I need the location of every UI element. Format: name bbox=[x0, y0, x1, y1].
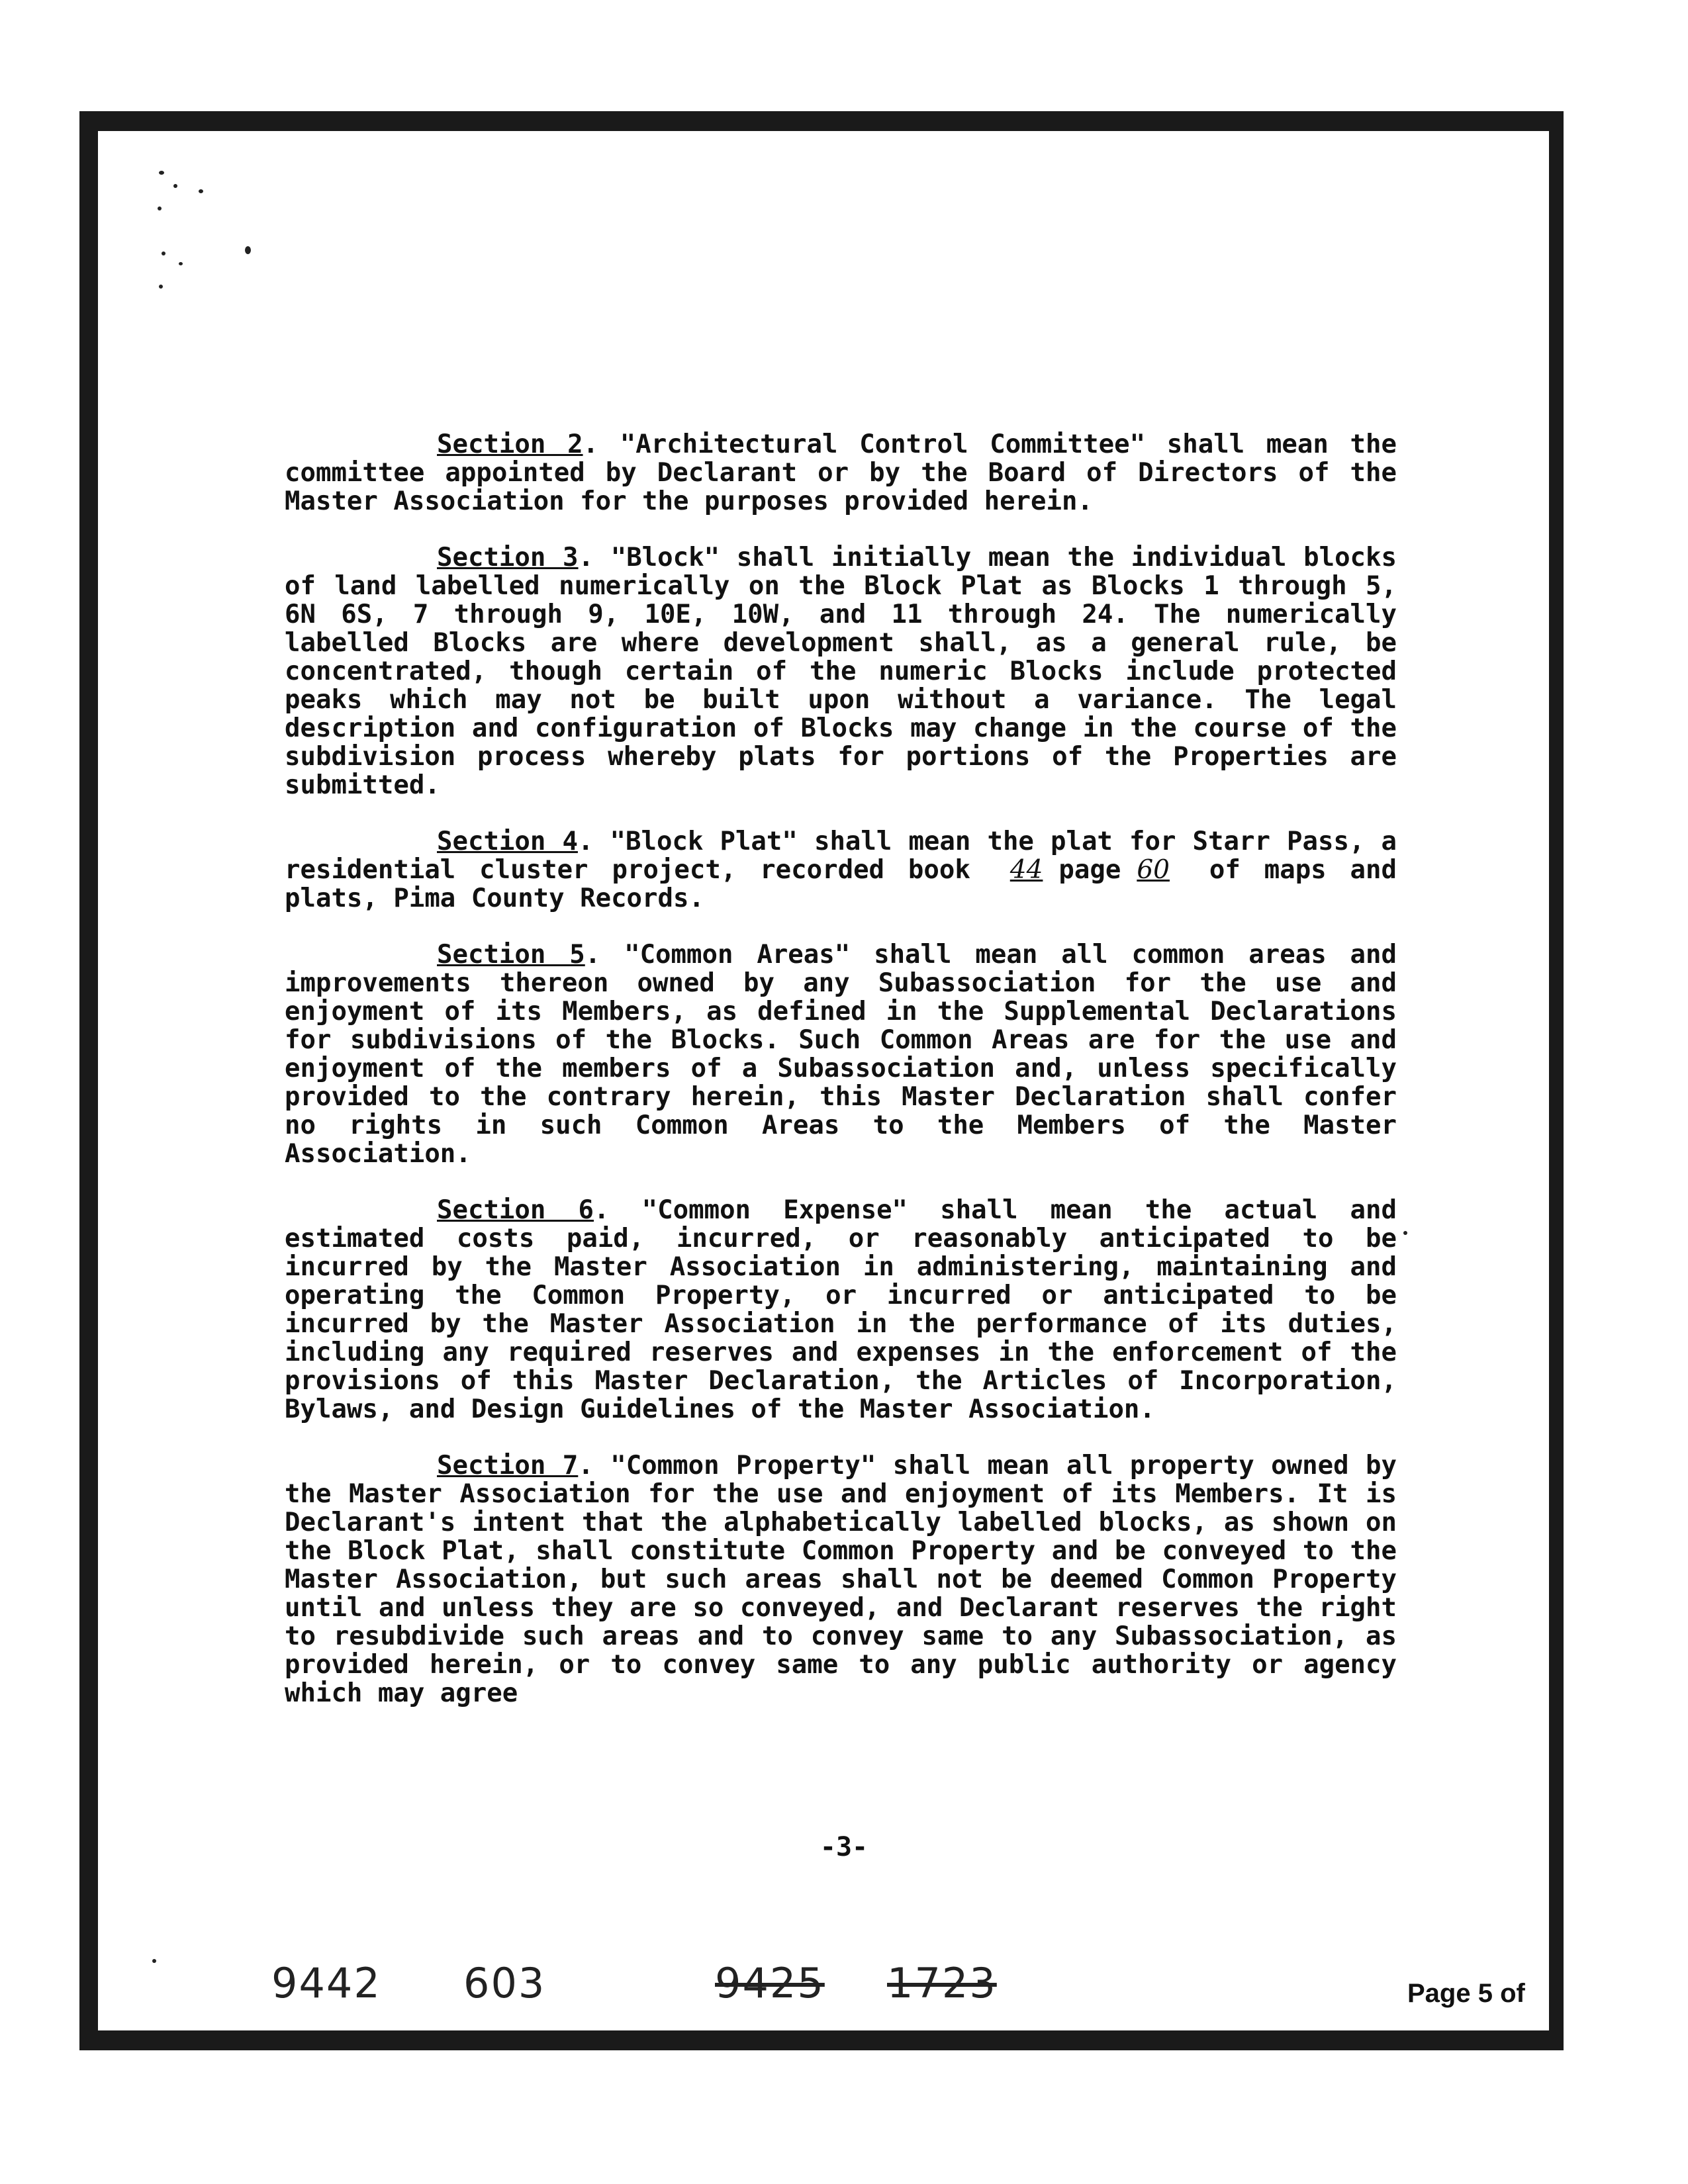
document-body bbox=[285, 430, 1397, 1735]
scan-speck bbox=[162, 251, 165, 255]
page-of-label: Page 5 of bbox=[1403, 1979, 1529, 2009]
page-stamp: 603 bbox=[463, 1959, 546, 2007]
scan-speck bbox=[159, 171, 164, 175]
scan-speck bbox=[1403, 1231, 1407, 1235]
section-3-heading: Section 3 bbox=[437, 543, 579, 572]
scan-speck bbox=[159, 285, 163, 289]
section-7-paragraph bbox=[285, 1451, 1397, 1707]
section-2-heading: Section 2 bbox=[437, 430, 583, 459]
section-3-paragraph bbox=[285, 543, 1397, 799]
section-5-text: . "Common Areas" shall mean all common areas and improvements thereon owned by any Subassociation for the use and enjoyment of its Members, as defined in the Supplemental Declarations for subdivisions of the Blocks. Such Common Areas are for the use and enjoyment of the members of a Subassociation and, unless specifically provided to the contrary herein, this Master Declaration shall confer no rights in such Common Areas to the Members of the Master Association. bbox=[285, 940, 1397, 1169]
section-2-text: . "Architectural Control Committee" shall mean the committee appointed by Declarant or by the Board of Directors of the Master Association for the purposes provided herein. bbox=[285, 430, 1397, 516]
section-6-heading: Section 6 bbox=[437, 1195, 594, 1225]
section-4-text: . "Block Plat" shall mean the plat for Starr Pass, a residential cluster project, recorded book bbox=[285, 827, 1397, 885]
scan-speck bbox=[173, 184, 177, 188]
handwritten-book-number: 44 bbox=[1009, 855, 1043, 885]
section-7-heading: Section 7 bbox=[437, 1451, 579, 1480]
section-5-paragraph bbox=[285, 940, 1397, 1168]
old-page-stamp: 1723 bbox=[887, 1959, 997, 2007]
docket-stamp: 9442 bbox=[271, 1959, 381, 2007]
section-6-text: . "Common Expense" shall mean the actual and estimated costs paid, incurred, or reasonably anticipated to be incurred by the Master Association in administering, maintaining and operating the Common Property, or incurred or anticipated to be incurred by the Master Association in the performance of its duties, including any required reserves and expenses in the enforcement of the provisions of this Master Declaration, the Articles of Incorporation, Bylaws, and Design Guidelines of the Master Association. bbox=[285, 1195, 1397, 1424]
scan-speck bbox=[199, 189, 203, 193]
section-7-text: . "Common Property" shall mean all property owned by the Master Association for the use and enjoyment of its Members. It is Declarant's intent that the alphabetically labelled blocks, as shown on the Block Plat, shall constitute Common Property and be conveyed to the Master Association, but such areas shall not be deemed Common Property until and unless they are so conveyed, and Declarant reserves the right to resubdivide such areas and to convey same to any Subassociation, as provided herein, or to convey same to any public authority or agency which may agree bbox=[285, 1451, 1397, 1708]
section-4-text-end: of maps and plats, Pima County Records. bbox=[285, 855, 1397, 913]
scan-speck bbox=[245, 246, 251, 254]
section-3-text: . "Block" shall initially mean the individual blocks of land labelled numerically on the Block Plat as Blocks 1 through 5, 6N 6S, 7 through 9, 10E, 10W, and 11 through 24. The numerically labelled Blocks are where development shall, as a general rule, be concentrated, though certain of the numeric Blocks include protected peaks which may not be built upon without a variance. The legal description and configuration of Blocks may change in the course of the subdivision process whereby plats for portions of the Properties are submitted. bbox=[285, 543, 1397, 800]
handwritten-page-number: 60 bbox=[1137, 855, 1170, 885]
section-2-paragraph bbox=[285, 430, 1397, 516]
old-docket-stamp: 9425 bbox=[715, 1959, 825, 2007]
scan-speck bbox=[158, 206, 162, 210]
section-4-paragraph bbox=[285, 827, 1397, 913]
section-4-page-label: page bbox=[1058, 855, 1121, 885]
page-number: -3- bbox=[820, 1832, 868, 1862]
section-4-heading: Section 4 bbox=[437, 827, 578, 856]
section-5-heading: Section 5 bbox=[437, 940, 585, 970]
scan-speck bbox=[152, 1959, 156, 1963]
section-6-paragraph bbox=[285, 1196, 1397, 1424]
scan-speck bbox=[179, 262, 183, 265]
